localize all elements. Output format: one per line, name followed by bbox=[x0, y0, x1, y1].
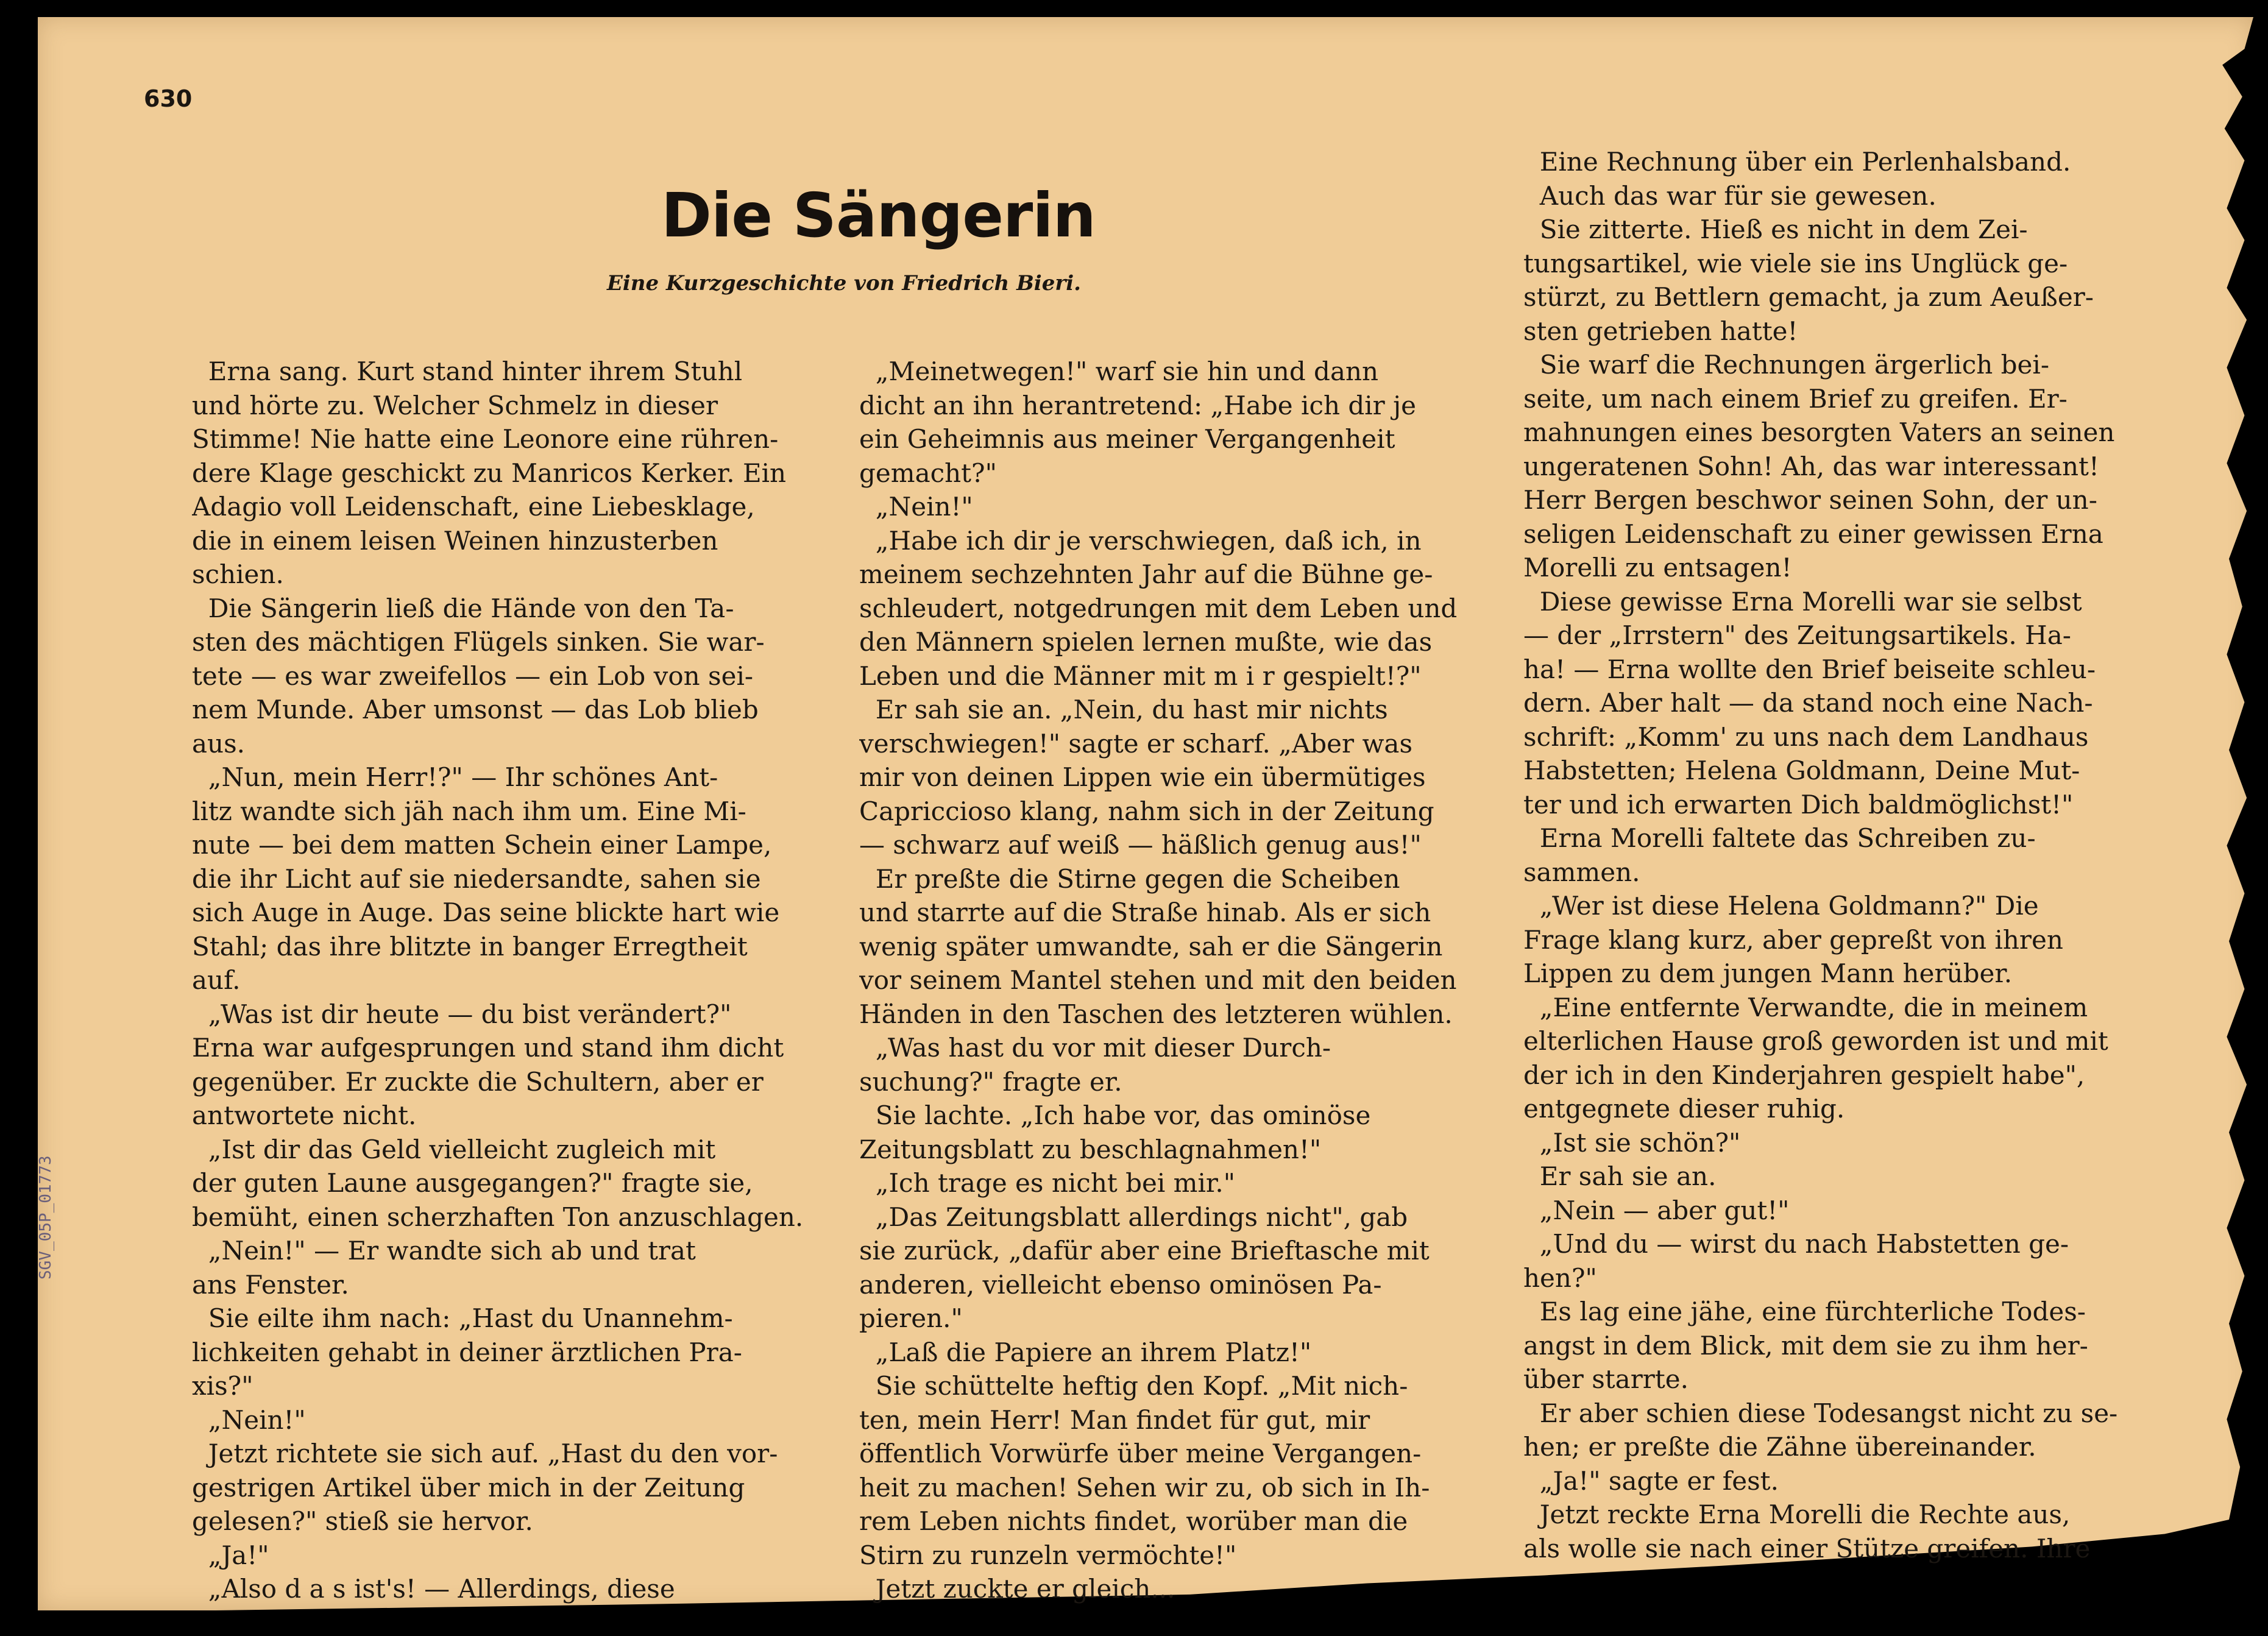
text-line: seite, um nach einem Brief zu greifen. Er- bbox=[1523, 383, 2068, 414]
text-line: „Nun, mein Herr!?" — Ihr schönes Ant- bbox=[192, 762, 718, 792]
text-line: suchung?" fragte er. bbox=[859, 1066, 1122, 1097]
text-line: „Ist sie schön?" bbox=[1523, 1127, 1741, 1158]
text-line: dere Klage geschickt zu Manricos Kerker. Ein bbox=[192, 458, 787, 488]
text-line: anderen, vielleicht ebenso ominösen Pa- bbox=[859, 1269, 1382, 1300]
text-line: lichkeiten gehabt in deiner ärztlichen Pra- bbox=[192, 1337, 742, 1367]
text-line: „Wer ist diese Helena Goldmann?" Die bbox=[1523, 891, 2039, 921]
text-line: Sie warf die Rechnungen ärgerlich bei- bbox=[1523, 350, 2050, 380]
text-line: Jetzt zuckte er gleich... bbox=[859, 1574, 1175, 1604]
text-line: „Ja!" bbox=[192, 1540, 269, 1570]
text-line: „Also d a s ist's! — Allerdings, diese bbox=[192, 1574, 675, 1604]
text-line: gestrigen Artikel über mich in der Zeitung bbox=[192, 1472, 745, 1503]
text-line: xis?" bbox=[192, 1371, 253, 1401]
text-line: Zeitungsblatt zu beschlagnahmen!" bbox=[859, 1134, 1322, 1164]
text-line: Capriccioso klang, nahm sich in der Zeitung bbox=[859, 796, 1434, 826]
article-title: Die Sängerin bbox=[661, 180, 1096, 251]
text-line: ten, mein Herr! Man findet für gut, mir bbox=[859, 1404, 1370, 1435]
text-line: Händen in den Taschen des letzteren wühlen. bbox=[859, 999, 1453, 1029]
text-line: dern. Aber halt — da stand noch eine Nach- bbox=[1523, 688, 2093, 718]
text-line: über starrte. bbox=[1523, 1364, 1689, 1394]
text-line: „Was ist dir heute — du bist verändert?" bbox=[192, 999, 732, 1029]
text-line: angst in dem Blick, mit dem sie zu ihm her- bbox=[1523, 1330, 2088, 1361]
text-line: Adagio voll Leidenschaft, eine Liebesklage, bbox=[192, 492, 755, 522]
text-line: Stahl; das ihre blitzte in banger Erregtheit bbox=[192, 931, 748, 961]
text-column-1 bbox=[192, 355, 838, 1606]
text-line: — schwarz auf weiß — häßlich genug aus!" bbox=[859, 830, 1422, 860]
text-line: „Und du — wirst du nach Habstetten ge- bbox=[1523, 1229, 2069, 1259]
text-line: Sie lachte. „Ich habe vor, das ominöse bbox=[859, 1100, 1371, 1130]
text-line: schien. bbox=[192, 559, 284, 589]
text-line: nute — bei dem matten Schein einer Lampe, bbox=[192, 830, 772, 860]
text-line: tete — es war zweifellos — ein Lob von sei- bbox=[192, 660, 754, 691]
text-line: verschwiegen!" sagte er scharf. „Aber was bbox=[859, 728, 1413, 759]
text-line: schrift: „Komm' zu uns nach dem Landhaus bbox=[1523, 721, 2089, 752]
text-line: Jetzt reckte Erna Morelli die Rechte aus, bbox=[1523, 1500, 2071, 1529]
page-number: 630 bbox=[144, 85, 193, 112]
text-line: Lippen zu dem jungen Mann herüber. bbox=[1523, 958, 2013, 988]
text-line: sie zurück, „dafür aber eine Brieftasche mit bbox=[859, 1236, 1430, 1266]
text-line: gegenüber. Er zuckte die Schultern, aber er bbox=[192, 1066, 764, 1097]
text-line: — der „Irrstern" des Zeitungsartikels. Ha- bbox=[1523, 620, 2071, 650]
text-line: tungsartikel, wie viele sie ins Unglück ge- bbox=[1523, 248, 2068, 278]
text-line: „Eine entfernte Verwandte, die in meinem bbox=[1523, 992, 2088, 1022]
text-line: hen; er preßte die Zähne übereinander. bbox=[1523, 1432, 2036, 1462]
text-line: seligen Leidenschaft zu einer gewissen Erna bbox=[1523, 519, 2103, 549]
text-line: Herr Bergen beschwor seinen Sohn, der un- bbox=[1523, 485, 2097, 515]
text-line: Er sah sie an. bbox=[1523, 1161, 1717, 1191]
text-line: Er preßte die Stirne gegen die Scheiben bbox=[859, 863, 1400, 894]
text-line: mir von deinen Lippen wie ein übermütiges bbox=[859, 762, 1426, 792]
text-line: ein Geheimnis aus meiner Vergangenheit bbox=[859, 424, 1395, 454]
text-line: aus. bbox=[192, 728, 245, 759]
text-line: als wolle sie nach einer Stütze greifen. Ihre bbox=[1523, 1533, 2091, 1563]
text-line: pieren." bbox=[859, 1303, 963, 1333]
text-line: vor seinem Mantel stehen und mit den beiden bbox=[859, 965, 1457, 995]
text-line: Stirn zu runzeln vermöchte!" bbox=[859, 1540, 1237, 1570]
text-line: gelesen?" stieß sie hervor. bbox=[192, 1506, 533, 1536]
text-line: Diese gewisse Erna Morelli war sie selbst bbox=[1523, 586, 2082, 617]
text-line: Er sah sie an. „Nein, du hast mir nichts bbox=[859, 695, 1388, 724]
text-line: Habstetten; Helena Goldmann, Deine Mut- bbox=[1523, 756, 2080, 785]
text-line: Er aber schien diese Todesangst nicht zu se- bbox=[1523, 1398, 2118, 1428]
text-line: mahnungen eines besorgten Vaters an seinen bbox=[1523, 417, 2115, 447]
archive-stamp: SGV_05P_01773 bbox=[37, 1155, 55, 1280]
text-line: Morelli zu entsagen! bbox=[1523, 553, 1792, 583]
text-column-2 bbox=[859, 355, 1499, 1606]
text-line: dicht an ihn herantretend: „Habe ich dir je bbox=[859, 390, 1416, 420]
text-line: Sie zitterte. Hieß es nicht in dem Zei- bbox=[1523, 214, 2028, 244]
text-line: „Habe ich dir je verschwiegen, daß ich, in bbox=[859, 525, 1422, 556]
text-line: sich Auge in Auge. Das seine blickte hart wie bbox=[192, 898, 780, 927]
text-line: „Nein!" bbox=[859, 492, 973, 522]
text-line: Sie eilte ihm nach: „Hast du Unannehm- bbox=[192, 1303, 733, 1333]
text-line: Stimme! Nie hatte eine Leonore eine rühren- bbox=[192, 424, 779, 454]
text-line: Jetzt richtete sie sich auf. „Hast du den vor- bbox=[192, 1439, 778, 1468]
text-line: Es lag eine jähe, eine fürchterliche Todes- bbox=[1523, 1297, 2086, 1326]
text-line: Frage klang kurz, aber gepreßt von ihren bbox=[1523, 924, 2063, 955]
text-line: Sie schüttelte heftig den Kopf. „Mit nich- bbox=[859, 1371, 1408, 1401]
text-line: „Nein!" — Er wandte sich ab und trat bbox=[192, 1236, 696, 1266]
text-line: „Das Zeitungsblatt allerdings nicht", gab bbox=[859, 1202, 1408, 1232]
text-line: elterlichen Hause groß geworden ist und mit bbox=[1523, 1026, 2108, 1056]
text-line: meinem sechzehnten Jahr auf die Bühne ge- bbox=[859, 559, 1433, 589]
text-line: „Ist dir das Geld vielleicht zugleich mit bbox=[192, 1134, 716, 1164]
text-line: und hörte zu. Welcher Schmelz in dieser bbox=[192, 390, 718, 420]
text-line: heit zu machen! Sehen wir zu, ob sich in Ih- bbox=[859, 1472, 1430, 1503]
text-line: bemüht, einen scherzhaften Ton anzuschlagen. bbox=[192, 1202, 804, 1232]
text-line: antwortete nicht. bbox=[192, 1100, 417, 1130]
text-line: „Nein — aber gut!" bbox=[1523, 1195, 1790, 1225]
text-line: und starrte auf die Straße hinab. Als er sich bbox=[859, 898, 1431, 927]
text-line: rem Leben nichts findet, worüber man die bbox=[859, 1506, 1408, 1536]
text-line: Erna sang. Kurt stand hinter ihrem Stuhl bbox=[192, 356, 743, 386]
text-line: Leben und die Männer mit m i r gespielt!?" bbox=[859, 660, 1422, 691]
text-line: die in einem leisen Weinen hinzusterben bbox=[192, 525, 718, 556]
text-line: Erna war aufgesprungen und stand ihm dicht bbox=[192, 1033, 784, 1063]
text-line: die ihr Licht auf sie niedersandte, sahen sie bbox=[192, 863, 761, 894]
text-line: gemacht?" bbox=[859, 458, 997, 488]
text-line: Erna Morelli faltete das Schreiben zu- bbox=[1523, 823, 2036, 853]
text-line: „Meinetwegen!" warf sie hin und dann bbox=[859, 356, 1379, 386]
text-line: „Nein!" bbox=[192, 1404, 306, 1435]
text-line: öffentlich Vorwürfe über meine Vergangen- bbox=[859, 1439, 1422, 1468]
text-line: stürzt, zu Bettlern gemacht, ja zum Aeußer- bbox=[1523, 282, 2094, 312]
text-line: ter und ich erwarten Dich baldmöglichst!" bbox=[1523, 789, 2074, 820]
text-line: der guten Laune ausgegangen?" fragte sie, bbox=[192, 1168, 753, 1198]
text-line: „Was hast du vor mit dieser Durch- bbox=[859, 1033, 1331, 1063]
text-line: „Ich trage es nicht bei mir." bbox=[859, 1168, 1236, 1198]
text-line: litz wandte sich jäh nach ihm um. Eine Mi- bbox=[192, 796, 746, 826]
text-line: schleudert, notgedrungen mit dem Leben und bbox=[859, 593, 1458, 623]
text-line: ungeratenen Sohn! Ah, das war interessant! bbox=[1523, 451, 2099, 481]
text-line: auf. bbox=[192, 965, 241, 995]
text-line: hen?" bbox=[1523, 1262, 1597, 1293]
text-line: ha! — Erna wollte den Brief beiseite schleu- bbox=[1523, 654, 2096, 684]
text-line: sten des mächtigen Flügels sinken. Sie war- bbox=[192, 627, 765, 657]
text-line: der ich in den Kinderjahren gespielt habe", bbox=[1523, 1060, 2085, 1090]
text-line: „Ja!" sagte er fest. bbox=[1523, 1465, 1779, 1496]
text-line: Eine Rechnung über ein Perlenhalsband. bbox=[1523, 147, 2071, 177]
text-line: ans Fenster. bbox=[192, 1269, 349, 1300]
text-line: wenig später umwandte, sah er die Sängerin bbox=[859, 931, 1443, 961]
article-subtitle: Eine Kurzgeschichte von Friedrich Bieri. bbox=[606, 271, 1082, 296]
text-column-3 bbox=[1523, 145, 2169, 1565]
text-line: „Laß die Papiere an ihrem Platz!" bbox=[859, 1337, 1312, 1367]
text-line: sten getrieben hatte! bbox=[1523, 316, 1798, 346]
text-line: entgegnete dieser ruhig. bbox=[1523, 1094, 1845, 1124]
text-line: Die Sängerin ließ die Hände von den Ta- bbox=[192, 593, 734, 623]
text-line: den Männern spielen lernen mußte, wie das bbox=[859, 627, 1433, 657]
text-line: Auch das war für sie gewesen. bbox=[1523, 180, 1937, 211]
text-line: sammen. bbox=[1523, 857, 1640, 887]
text-line: nem Munde. Aber umsonst — das Lob blieb bbox=[192, 695, 759, 724]
